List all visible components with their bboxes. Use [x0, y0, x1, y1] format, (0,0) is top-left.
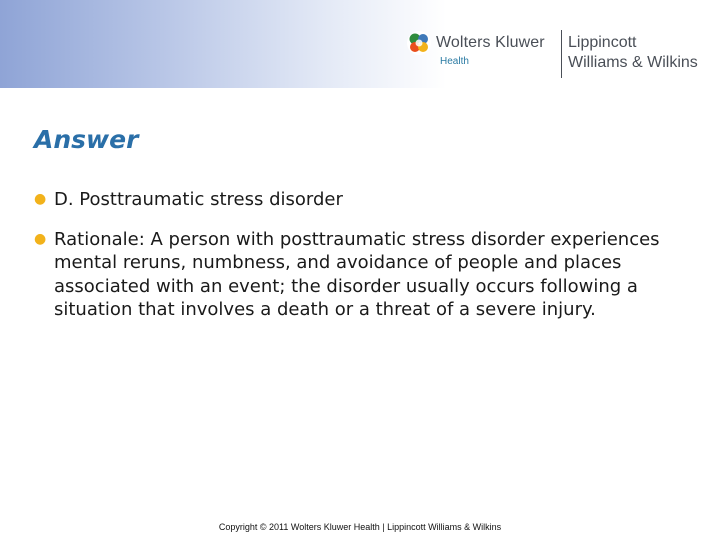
- logo-imprint-line2: Williams & Wilkins: [568, 54, 698, 71]
- bullet-dot-icon: ●: [34, 191, 47, 207]
- bullet-item: [32, 228, 692, 322]
- slide-title: Answer: [34, 125, 139, 154]
- bullet-text: Rationale: A person with posttraumatic stress disorder experiences mental reruns, numbness, and avoidance of people and places associated with an event; the disorder usually occurs following a situation that involves a death or a threat of a severe injury.: [54, 228, 660, 320]
- bullet-item: [32, 188, 692, 212]
- logo-imprint-line1: Lippincott: [568, 34, 637, 51]
- logo-company: Wolters Kluwer: [436, 34, 545, 51]
- logo-divider: [561, 30, 562, 78]
- bullet-list: [32, 188, 692, 338]
- copyright-footer: Copyright © 2011 Wolters Kluwer Health | Lippincott Williams & Wilkins: [218, 522, 502, 532]
- publisher-logo: [406, 30, 716, 80]
- logo-division: Health: [440, 56, 469, 67]
- bullet-dot-icon: ●: [34, 230, 47, 247]
- bullet-text: D. Posttraumatic stress disorder: [54, 189, 343, 210]
- wolters-kluwer-globe-icon: [406, 30, 432, 56]
